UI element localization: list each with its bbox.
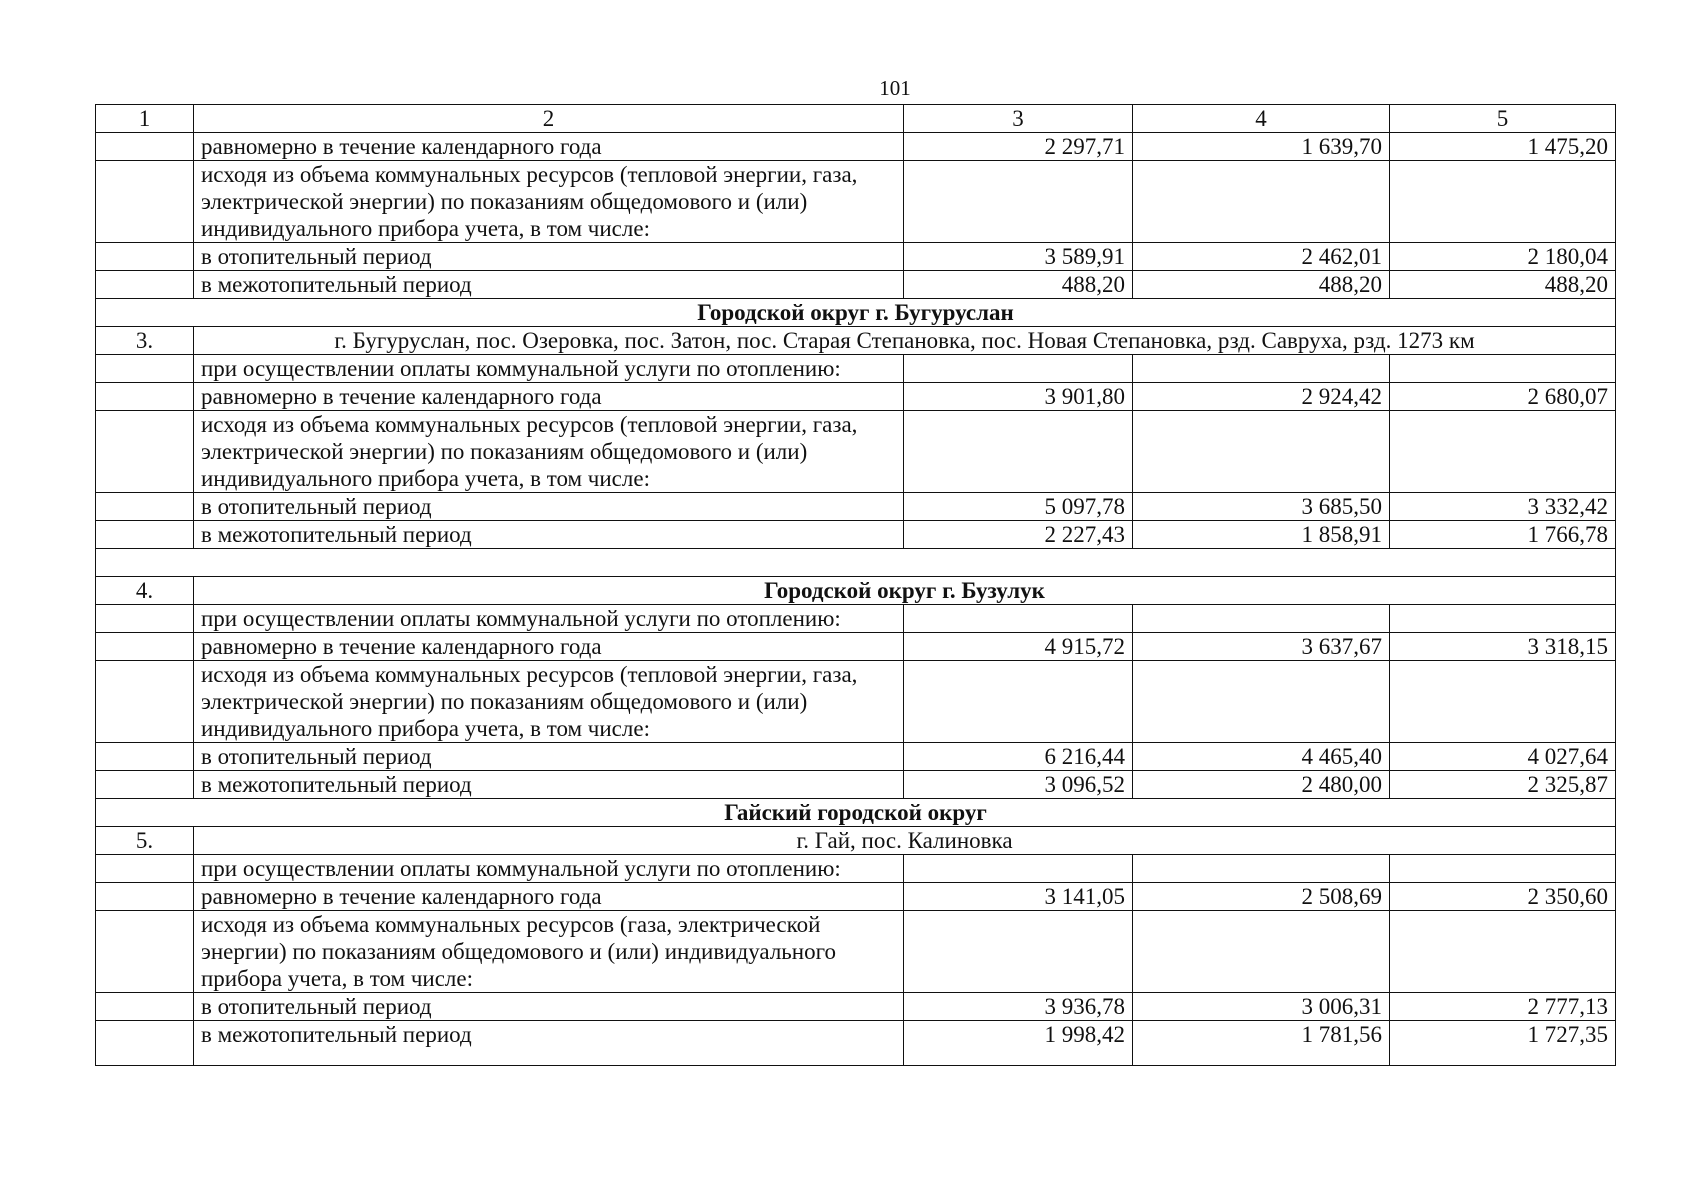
row-number [96, 1021, 194, 1066]
row-description: в отопительный период [194, 493, 904, 521]
row-number [96, 411, 194, 493]
value-col-5: 2 180,04 [1390, 243, 1616, 271]
row-description: равномерно в течение календарного года [194, 633, 904, 661]
row-description: исходя из объема коммунальных ресурсов (газа, электрической энергии) по показаниям общедомового и (или) индивидуального прибора учета, в том числе: [194, 911, 904, 993]
tariff-table [95, 104, 1616, 1066]
value-col-4: 488,20 [1133, 271, 1390, 299]
value-col-4: 2 462,01 [1133, 243, 1390, 271]
row-number [96, 355, 194, 383]
value-col-5: 4 027,64 [1390, 743, 1616, 771]
table-row [96, 271, 1616, 299]
row-number: 3. [96, 327, 194, 355]
value-col-4: 2 508,69 [1133, 883, 1390, 911]
value-col-4 [1133, 161, 1390, 243]
row-number [96, 743, 194, 771]
row-number [96, 855, 194, 883]
row-number [96, 771, 194, 799]
value-col-3: 3 901,80 [904, 383, 1133, 411]
value-col-4 [1133, 661, 1390, 743]
section-row [96, 299, 1616, 327]
table-row [96, 243, 1616, 271]
row-description: в межотопительный период [194, 1021, 904, 1066]
row-description: в отопительный период [194, 993, 904, 1021]
value-col-5: 2 350,60 [1390, 883, 1616, 911]
table-row [96, 743, 1616, 771]
value-col-5: 3 318,15 [1390, 633, 1616, 661]
page-number: 101 [879, 76, 911, 100]
value-col-4 [1133, 911, 1390, 993]
section-row [96, 799, 1616, 827]
value-col-4 [1133, 355, 1390, 383]
table-row [96, 855, 1616, 883]
location-title: г. Гай, пос. Калиновка [194, 827, 1616, 855]
section-title: Городской округ г. Бугуруслан [96, 299, 1616, 327]
row-description: равномерно в течение календарного года [194, 133, 904, 161]
table-row [96, 521, 1616, 549]
row-description: в отопительный период [194, 743, 904, 771]
value-col-3: 3 141,05 [904, 883, 1133, 911]
row-number [96, 161, 194, 243]
table-row [96, 411, 1616, 493]
row-description: равномерно в течение календарного года [194, 883, 904, 911]
table-row [96, 661, 1616, 743]
table-row [96, 493, 1616, 521]
table-row [96, 993, 1616, 1021]
value-col-3: 488,20 [904, 271, 1133, 299]
row-description: в межотопительный период [194, 521, 904, 549]
value-col-4: 2 924,42 [1133, 383, 1390, 411]
value-col-3: 2 297,71 [904, 133, 1133, 161]
section-title: Гайский городской округ [96, 799, 1616, 827]
table-row [96, 383, 1616, 411]
row-description: при осуществлении оплаты коммунальной услуги по отоплению: [194, 605, 904, 633]
value-col-3 [904, 355, 1133, 383]
row-number [96, 243, 194, 271]
value-col-3 [904, 911, 1133, 993]
value-col-5: 2 325,87 [1390, 771, 1616, 799]
header-cell-1: 1 [96, 105, 194, 133]
value-col-3: 1 998,42 [904, 1021, 1133, 1066]
spacer-row [96, 549, 1616, 577]
value-col-5: 1 766,78 [1390, 521, 1616, 549]
value-col-4 [1133, 605, 1390, 633]
table-row [96, 883, 1616, 911]
value-col-4 [1133, 855, 1390, 883]
value-col-3: 3 589,91 [904, 243, 1133, 271]
row-number [96, 883, 194, 911]
value-col-3 [904, 855, 1133, 883]
value-col-3: 4 915,72 [904, 633, 1133, 661]
row-description: в межотопительный период [194, 271, 904, 299]
row-number [96, 661, 194, 743]
row-number [96, 271, 194, 299]
row-description: исходя из объема коммунальных ресурсов (тепловой энергии, газа, электрической энергии) по показаниям общедомового и (или) индивидуального прибора учета, в том числе: [194, 161, 904, 243]
value-col-5 [1390, 355, 1616, 383]
value-col-4: 3 637,67 [1133, 633, 1390, 661]
table-row [96, 355, 1616, 383]
value-col-3: 5 097,78 [904, 493, 1133, 521]
header-row [96, 105, 1616, 133]
value-col-4: 2 480,00 [1133, 771, 1390, 799]
value-col-5: 488,20 [1390, 271, 1616, 299]
header-cell-5: 5 [1390, 105, 1616, 133]
row-description: в отопительный период [194, 243, 904, 271]
value-col-3: 6 216,44 [904, 743, 1133, 771]
row-number [96, 521, 194, 549]
value-col-3 [904, 661, 1133, 743]
row-number [96, 493, 194, 521]
header-cell-3: 3 [904, 105, 1133, 133]
value-col-3: 3 096,52 [904, 771, 1133, 799]
location-title: г. Бугуруслан, пос. Озеровка, пос. Затон, пос. Старая Степановка, пос. Новая Степановка, рзд. Савруха, рзд. 1273 км [194, 327, 1616, 355]
value-col-5 [1390, 161, 1616, 243]
row-number [96, 993, 194, 1021]
row-number: 4. [96, 577, 194, 605]
value-col-4: 3 006,31 [1133, 993, 1390, 1021]
spacer-cell [96, 549, 1616, 577]
row-description: исходя из объема коммунальных ресурсов (тепловой энергии, газа, электрической энергии) по показаниям общедомового и (или) индивидуального прибора учета, в том числе: [194, 661, 904, 743]
row-description: в межотопительный период [194, 771, 904, 799]
value-col-3: 3 936,78 [904, 993, 1133, 1021]
row-number [96, 911, 194, 993]
value-col-4: 1 639,70 [1133, 133, 1390, 161]
row-number [96, 383, 194, 411]
value-col-5: 1 475,20 [1390, 133, 1616, 161]
value-col-5: 3 332,42 [1390, 493, 1616, 521]
location-row [96, 327, 1616, 355]
table-row [96, 771, 1616, 799]
value-col-3 [904, 161, 1133, 243]
row-number [96, 633, 194, 661]
row-description: при осуществлении оплаты коммунальной услуги по отоплению: [194, 355, 904, 383]
value-col-5 [1390, 411, 1616, 493]
value-col-4 [1133, 411, 1390, 493]
value-col-5 [1390, 911, 1616, 993]
row-number: 5. [96, 827, 194, 855]
table-row [96, 133, 1616, 161]
value-col-3 [904, 605, 1133, 633]
header-cell-4: 4 [1133, 105, 1390, 133]
location-title: Городской округ г. Бузулук [194, 577, 1616, 605]
row-number [96, 133, 194, 161]
row-description: равномерно в течение календарного года [194, 383, 904, 411]
location-row [96, 827, 1616, 855]
value-col-5 [1390, 605, 1616, 633]
header-cell-2: 2 [194, 105, 904, 133]
table-row [96, 911, 1616, 993]
value-col-5: 2 680,07 [1390, 383, 1616, 411]
table-row [96, 605, 1616, 633]
value-col-5: 2 777,13 [1390, 993, 1616, 1021]
row-description: при осуществлении оплаты коммунальной услуги по отоплению: [194, 855, 904, 883]
value-col-3: 2 227,43 [904, 521, 1133, 549]
table-row [96, 161, 1616, 243]
value-col-5 [1390, 661, 1616, 743]
value-col-4: 1 781,56 [1133, 1021, 1390, 1066]
value-col-5: 1 727,35 [1390, 1021, 1616, 1066]
value-col-4: 3 685,50 [1133, 493, 1390, 521]
value-col-4: 4 465,40 [1133, 743, 1390, 771]
location-row [96, 577, 1616, 605]
row-description: исходя из объема коммунальных ресурсов (тепловой энергии, газа, электрической энергии) по показаниям общедомового и (или) индивидуального прибора учета, в том числе: [194, 411, 904, 493]
value-col-4: 1 858,91 [1133, 521, 1390, 549]
value-col-3 [904, 411, 1133, 493]
table-row [96, 1021, 1616, 1066]
table-row [96, 633, 1616, 661]
value-col-5 [1390, 855, 1616, 883]
row-number [96, 605, 194, 633]
